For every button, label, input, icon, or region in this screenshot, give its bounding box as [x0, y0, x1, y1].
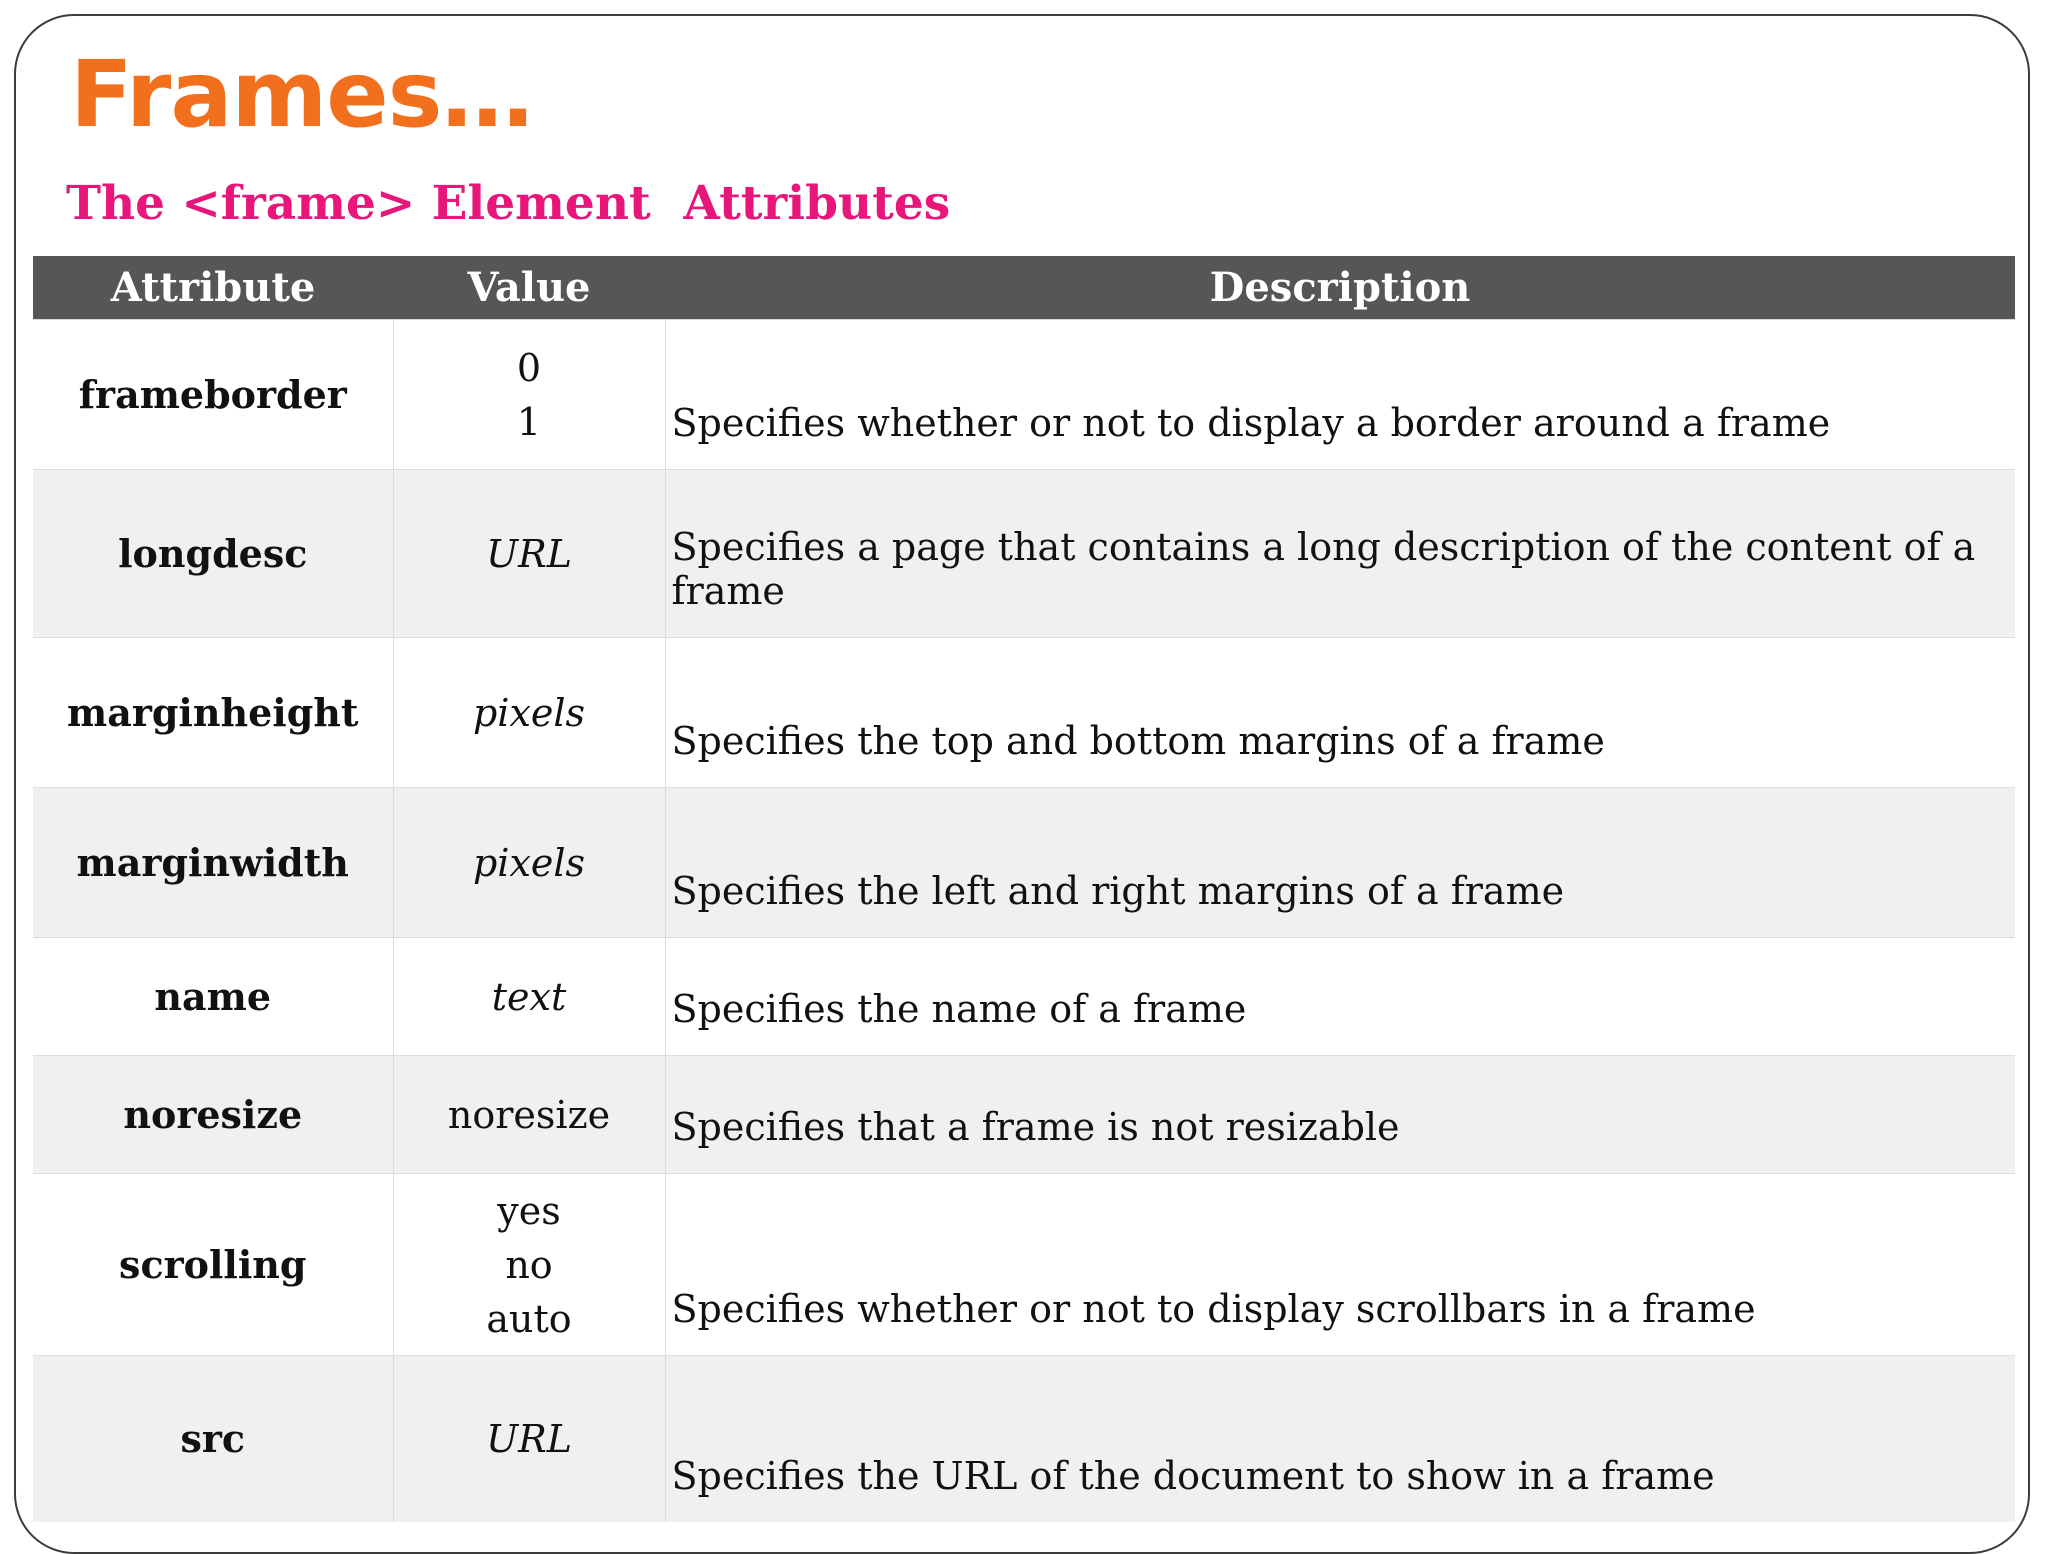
attribute-cell: scrolling: [33, 1174, 393, 1356]
value-cell: [393, 320, 665, 470]
value-cell: [393, 788, 665, 938]
description-cell: Specifies the left and right margins of a frame: [665, 788, 2015, 938]
table-row-marginheight: [33, 638, 2015, 788]
attribute-cell: frameborder: [33, 320, 393, 470]
value-text: 0: [516, 345, 542, 390]
description-cell: Specifies a page that contains a long description of the content of a frame: [665, 470, 2015, 638]
attribute-cell: marginwidth: [33, 788, 393, 938]
attributes-table: [33, 256, 2015, 1522]
slide-title: Frames…: [70, 41, 533, 148]
table-row-name: [33, 938, 2015, 1056]
value-cell: [393, 638, 665, 788]
description-cell: Specifies whether or not to display scrollbars in a frame: [665, 1174, 2015, 1356]
attribute-cell: marginheight: [33, 638, 393, 788]
table-header-row: [33, 256, 2015, 320]
value-text: 1: [516, 399, 542, 444]
value-text: auto: [486, 1296, 572, 1341]
value-cell: [393, 470, 665, 638]
description-cell: Specifies that a frame is not resizable: [665, 1056, 2015, 1174]
header-attribute: Attribute: [33, 256, 393, 320]
value-text: yes: [497, 1188, 561, 1233]
attribute-cell: longdesc: [33, 470, 393, 638]
value-cell: [393, 1356, 665, 1522]
value-cell: [393, 1174, 665, 1356]
value-cell: [393, 938, 665, 1056]
value-cell: [393, 1056, 665, 1174]
header-description: Description: [665, 256, 2015, 320]
value-text: pixels: [472, 690, 586, 735]
description-cell: Specifies the top and bottom margins of a frame: [665, 638, 2015, 788]
value-text: no: [505, 1242, 553, 1287]
header-value: Value: [393, 256, 665, 320]
value-text: URL: [486, 1416, 572, 1461]
description-cell: Specifies whether or not to display a border around a frame: [665, 320, 2015, 470]
description-cell: Specifies the URL of the document to show in a frame: [665, 1356, 2015, 1522]
attribute-cell: noresize: [33, 1056, 393, 1174]
table-row-frameborder: [33, 320, 2015, 470]
value-text: text: [491, 974, 567, 1019]
table-row-noresize: [33, 1056, 2015, 1174]
attribute-cell: src: [33, 1356, 393, 1522]
table-row-src: [33, 1356, 2015, 1522]
table-row-longdesc: [33, 470, 2015, 638]
attribute-cell: name: [33, 938, 393, 1056]
slide-subtitle: The <frame> Element Attributes: [66, 176, 951, 231]
value-text: URL: [486, 531, 572, 576]
value-text: noresize: [447, 1092, 611, 1137]
table-row-scrolling: [33, 1174, 2015, 1356]
description-cell: Specifies the name of a frame: [665, 938, 2015, 1056]
table-row-marginwidth: [33, 788, 2015, 938]
value-text: pixels: [472, 840, 586, 885]
